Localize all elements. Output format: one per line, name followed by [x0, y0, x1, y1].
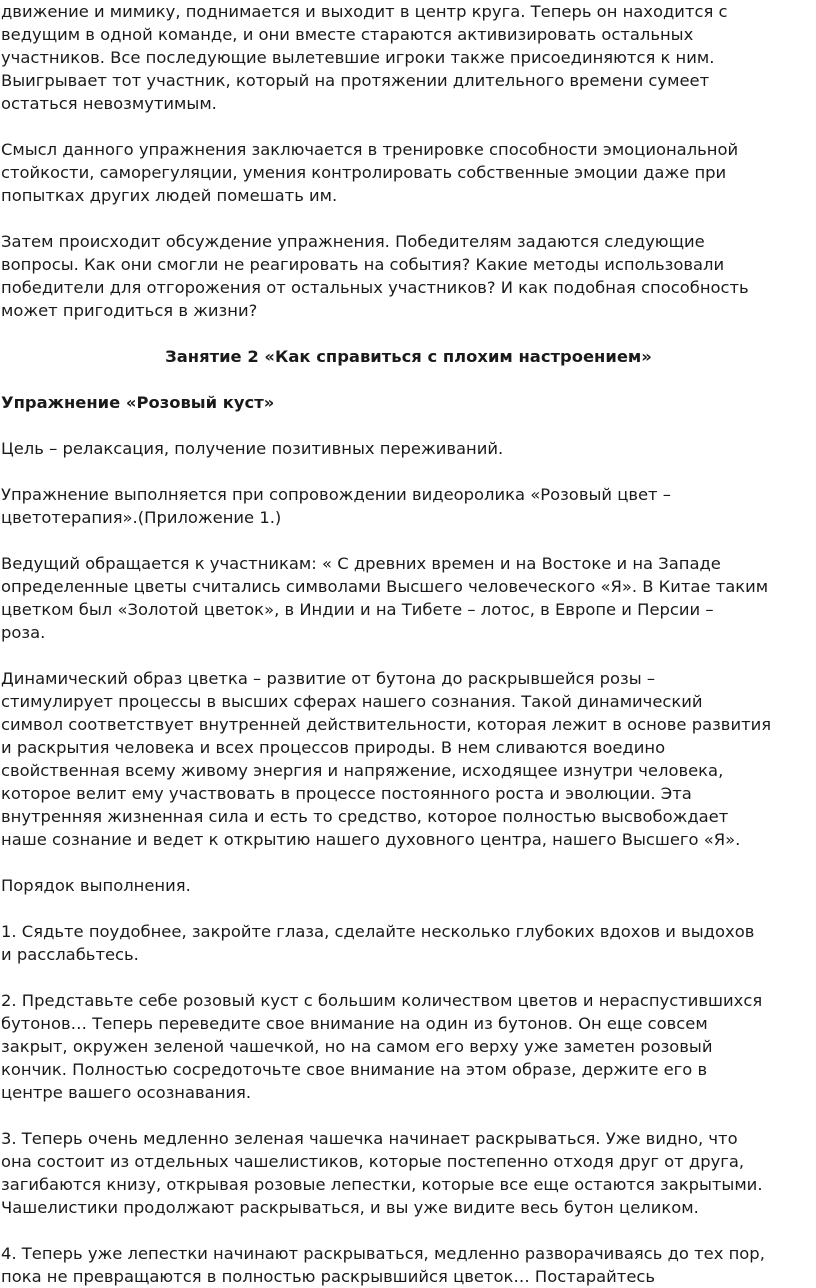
text-line: цветотерапия».(Приложение 1.)	[1, 508, 282, 527]
paragraph-gap	[1, 115, 816, 138]
text-line: роза.	[1, 623, 46, 642]
text-line: и раскрытия человека и всех процессов природы. В нем сливаются воедино	[1, 738, 666, 757]
text-line: попытках других людей помешать им.	[1, 186, 338, 205]
text-line: Затем происходит обсуждение упражнения. Победителям задаются следующие	[1, 232, 705, 251]
paragraph	[1, 1242, 816, 1288]
text-line: Выигрывает тот участник, который на протяжении длительного времени сумеет	[1, 71, 710, 90]
paragraph-gap	[1, 207, 816, 230]
text-line: Ведущий обращается к участникам: « С древних времен и на Востоке и на Западе	[1, 554, 721, 573]
paragraph-gap	[1, 414, 816, 437]
text-line: она состоит из отдельных чашелистиков, которые постепенно отходя друг от друга,	[1, 1152, 745, 1171]
paragraph-gap	[1, 529, 816, 552]
text-line: победители для отгорожения от остальных участников? И как подобная способность	[1, 278, 749, 297]
paragraph-gap	[1, 322, 816, 345]
paragraph	[1, 483, 816, 529]
text-line: кончик. Полностью сосредоточьте свое внимание на этом образе, держите его в	[1, 1060, 708, 1079]
text-line: определенные цветы считались символами Высшего человеческого «Я». В Китае таким	[1, 577, 769, 596]
paragraph	[1, 437, 816, 460]
text-line: вопросы. Как они смогли не реагировать на события? Какие методы использовали	[1, 255, 725, 274]
paragraph-gap	[1, 460, 816, 483]
text-line: 1. Сядьте поудобнее, закройте глаза, сделайте несколько глубоких вдохов и выдохов	[1, 922, 755, 941]
text-line: ведущим в одной команде, и они вместе стараются активизировать остальных	[1, 25, 694, 44]
section-heading	[1, 345, 816, 368]
text-line: символ соответствует внутренней действительности, которая лежит в основе развития	[1, 715, 772, 734]
text-line: Динамический образ цветка – развитие от бутона до раскрывшейся розы –	[1, 669, 656, 688]
paragraph	[1, 667, 816, 851]
text-line: 2. Представьте себе розовый куст с большим количеством цветов и нераспустившихся	[1, 991, 763, 1010]
text-line: стимулирует процессы в высших сферах нашего сознания. Такой динамический	[1, 692, 703, 711]
text-line: пока не превращаются в полностью раскрывшийся цветок… Постарайтесь	[1, 1267, 656, 1286]
text-line: наше сознание и ведет к открытию нашего духовного центра, нашего Высшего «Я».	[1, 830, 741, 849]
text-line: может пригодиться в жизни?	[1, 301, 258, 320]
paragraph	[1, 0, 816, 115]
paragraph-gap	[1, 897, 816, 920]
exercise-heading	[1, 391, 816, 414]
text-line: Порядок выполнения.	[1, 876, 191, 895]
text-line: которое велит ему участвовать в процессе постоянного роста и эволюции. Эта	[1, 784, 692, 803]
text-line: Цель – релаксация, получение позитивных переживаний.	[1, 439, 504, 458]
text-line: 4. Теперь уже лепестки начинают раскрываться, медленно разворачиваясь до тех пор,	[1, 1244, 765, 1263]
paragraph	[1, 138, 816, 207]
paragraph	[1, 230, 816, 322]
paragraph-gap	[1, 1104, 816, 1127]
text-line: участников. Все последующие вылетевшие игроки также присоединяются к ним.	[1, 48, 715, 67]
text-line: Занятие 2 «Как справиться с плохим настроением»	[165, 347, 652, 366]
paragraph	[1, 552, 816, 644]
text-line: движение и мимику, поднимается и выходит в центр круга. Теперь он находится с	[1, 2, 728, 21]
paragraph	[1, 989, 816, 1104]
text-line: закрыт, окружен зеленой чашечкой, но на самом его верху уже заметен розовый	[1, 1037, 713, 1056]
text-line: 3. Теперь очень медленно зеленая чашечка начинает раскрываться. Уже видно, что	[1, 1129, 738, 1148]
paragraph-gap	[1, 1219, 816, 1242]
text-line: внутренняя жизненная сила и есть то средство, которое полностью высвобождает	[1, 807, 729, 826]
text-line: стойкости, саморегуляции, умения контролировать собственные эмоции даже при	[1, 163, 727, 182]
text-line: Смысл данного упражнения заключается в тренировке способности эмоциональной	[1, 140, 739, 159]
text-line: бутонов… Теперь переведите свое внимание на один из бутонов. Он еще совсем	[1, 1014, 708, 1033]
text-line: Упражнение «Розовый куст»	[1, 393, 275, 412]
paragraph-gap	[1, 644, 816, 667]
paragraph-gap	[1, 851, 816, 874]
text-line: свойственная всему живому энергия и напряжение, исходящее изнутри человека,	[1, 761, 724, 780]
paragraph-gap	[1, 368, 816, 391]
paragraph-gap	[1, 966, 816, 989]
paragraph	[1, 920, 816, 966]
text-line: центре вашего осознавания.	[1, 1083, 252, 1102]
text-line: цветком был «Золотой цветок», в Индии и на Тибете – лотос, в Европе и Персии –	[1, 600, 714, 619]
text-line: Упражнение выполняется при сопровождении видеоролика «Розовый цвет –	[1, 485, 671, 504]
paragraph	[1, 1127, 816, 1219]
text-line: Чашелистики продолжают раскрываться, и вы уже видите весь бутон целиком.	[1, 1198, 699, 1217]
text-line: и расслабьтесь.	[1, 945, 139, 964]
paragraph	[1, 874, 816, 897]
text-line: остаться невозмутимым.	[1, 94, 217, 113]
text-line: загибаются книзу, открывая розовые лепестки, которые все еще остаются закрытыми.	[1, 1175, 763, 1194]
